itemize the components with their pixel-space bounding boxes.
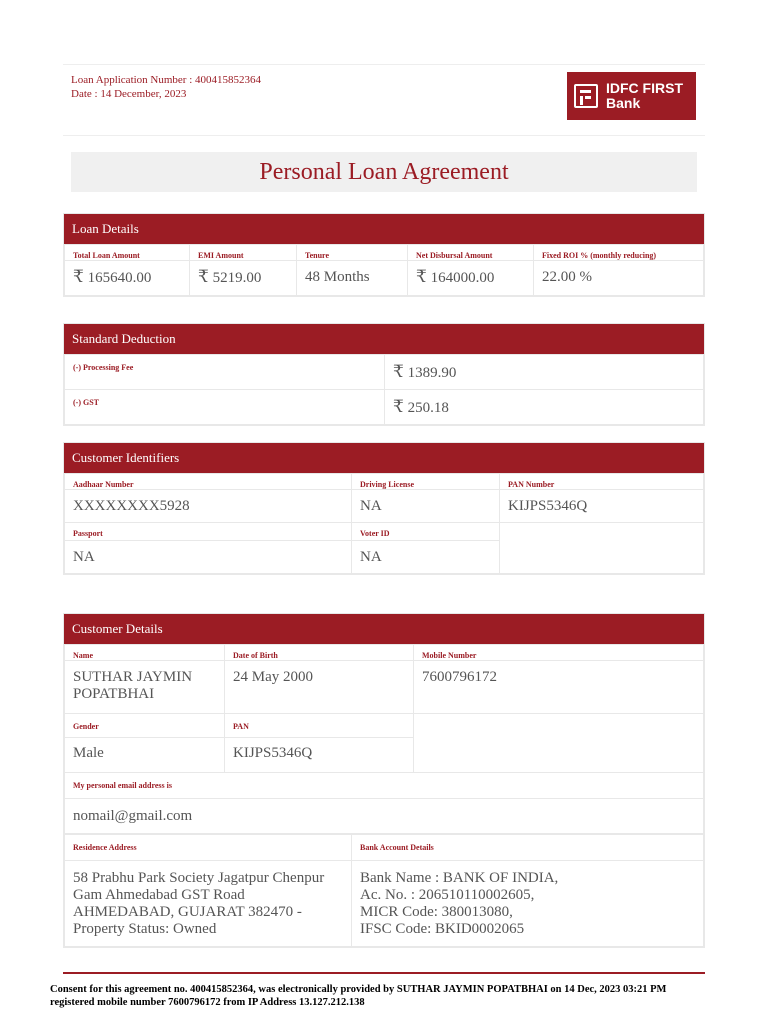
consent-text (50, 983, 750, 1009)
rupee-icon: ₹ (393, 362, 404, 381)
logo-mark-icon (574, 84, 598, 108)
bank-line: Ac. No. : 206510110002605, (360, 887, 535, 903)
aadhaar-value: XXXXXXXX5928 (65, 490, 352, 523)
consent-line-2: registered mobile number 7600796172 from IP Address 13.127.212.138 (50, 997, 365, 1008)
processing-fee-value: ₹ 1389.90 (385, 355, 704, 390)
mobile-label: Mobile Number (414, 645, 704, 661)
pan-label: PAN (225, 714, 414, 738)
passport-label: Passport (65, 523, 352, 541)
logo-line-2: Bank (606, 95, 641, 111)
consent-line-1: Consent for this agreement no. 400415852364, was electronically provided by SUTHAR JAYMIN POPATBHAI on 14 Dec, 2023 03:21 PM (50, 984, 667, 995)
customer-identifiers-table (64, 473, 704, 574)
residence-address (65, 861, 352, 947)
logo-line-1: IDFC FIRST (606, 80, 683, 96)
standard-deduction-table (64, 354, 704, 425)
loan-details-section (63, 213, 705, 297)
pan-number-value: KIJPS5346Q (500, 490, 704, 523)
residence-address-label: Residence Address (65, 835, 352, 861)
document-header (63, 64, 705, 136)
gender-value: Male (65, 738, 225, 773)
email-label: My personal email address is (65, 773, 704, 799)
bank-account-label: Bank Account Details (352, 835, 704, 861)
customer-name-line-2: POPATBHAI (73, 686, 155, 702)
tenure-value: 48 Months (297, 261, 408, 296)
address-line: Gam Ahmedabad GST Road (73, 887, 245, 903)
application-number: Loan Application Number : 400415852364 (71, 74, 262, 86)
emi-amount-label: EMI Amount (190, 245, 297, 261)
customer-details-heading: Customer Details (64, 614, 704, 644)
gst-label: (-) GST (65, 390, 385, 425)
rupee-icon: ₹ (393, 397, 404, 416)
standard-deduction-section (63, 323, 705, 426)
net-disbursal-amount: ₹ 164000.00 (408, 261, 534, 296)
bank-logo (567, 72, 696, 120)
name-label: Name (65, 645, 225, 661)
bank-line: MICR Code: 380013080, (360, 904, 513, 920)
rupee-icon: ₹ (73, 267, 84, 286)
fixed-roi-value: 22.00 % (534, 261, 704, 296)
address-bank-table (64, 834, 704, 947)
dob-label: Date of Birth (225, 645, 414, 661)
processing-fee-label: (-) Processing Fee (65, 355, 385, 390)
total-loan-amount: ₹ 165640.00 (65, 261, 190, 296)
standard-deduction-heading: Standard Deduction (64, 324, 704, 354)
customer-details-table (64, 644, 704, 834)
tenure-label: Tenure (297, 245, 408, 261)
total-loan-amount-label: Total Loan Amount (65, 245, 190, 261)
dob-value: 24 May 2000 (225, 661, 414, 714)
customer-identifiers-heading: Customer Identifiers (64, 443, 704, 473)
logo-text (606, 81, 683, 111)
customer-details-section (63, 613, 705, 948)
emi-amount: ₹ 5219.00 (190, 261, 297, 296)
aadhaar-label: Aadhaar Number (65, 474, 352, 490)
pan-value: KIJPS5346Q (225, 738, 414, 773)
mobile-value: 7600796172 (414, 661, 704, 714)
pan-number-label: PAN Number (500, 474, 704, 490)
address-line: AHMEDABAD, GUJARAT 382470 - (73, 904, 302, 920)
driving-license-label: Driving License (352, 474, 500, 490)
empty-cell (500, 523, 704, 574)
footer-divider (63, 972, 705, 974)
customer-name-line-1: SUTHAR JAYMIN (73, 669, 193, 685)
application-meta (71, 73, 261, 101)
gst-value: ₹ 250.18 (385, 390, 704, 425)
net-disbursal-label: Net Disbursal Amount (408, 245, 534, 261)
voter-id-value: NA (352, 541, 500, 574)
fixed-roi-label: Fixed ROI % (monthly reducing) (534, 245, 704, 261)
customer-name (65, 661, 225, 714)
bank-line: IFSC Code: BKID0002065 (360, 921, 525, 937)
voter-id-label: Voter ID (352, 523, 500, 541)
application-date: Date : 14 December, 2023 (71, 88, 187, 100)
gender-label: Gender (65, 714, 225, 738)
loan-details-table (64, 244, 704, 296)
bank-line: Bank Name : BANK OF INDIA, (360, 870, 559, 886)
passport-value: NA (65, 541, 352, 574)
page-title: Personal Loan Agreement (71, 152, 697, 192)
loan-details-heading: Loan Details (64, 214, 704, 244)
bank-account-details (352, 861, 704, 947)
address-line: 58 Prabhu Park Society Jagatpur Chenpur (73, 870, 325, 886)
email-value: nomail@gmail.com (65, 799, 704, 834)
customer-identifiers-section (63, 442, 705, 575)
rupee-icon: ₹ (198, 267, 209, 286)
driving-license-value: NA (352, 490, 500, 523)
empty-cell (414, 714, 704, 773)
address-line: Property Status: Owned (73, 921, 217, 937)
rupee-icon: ₹ (416, 267, 427, 286)
